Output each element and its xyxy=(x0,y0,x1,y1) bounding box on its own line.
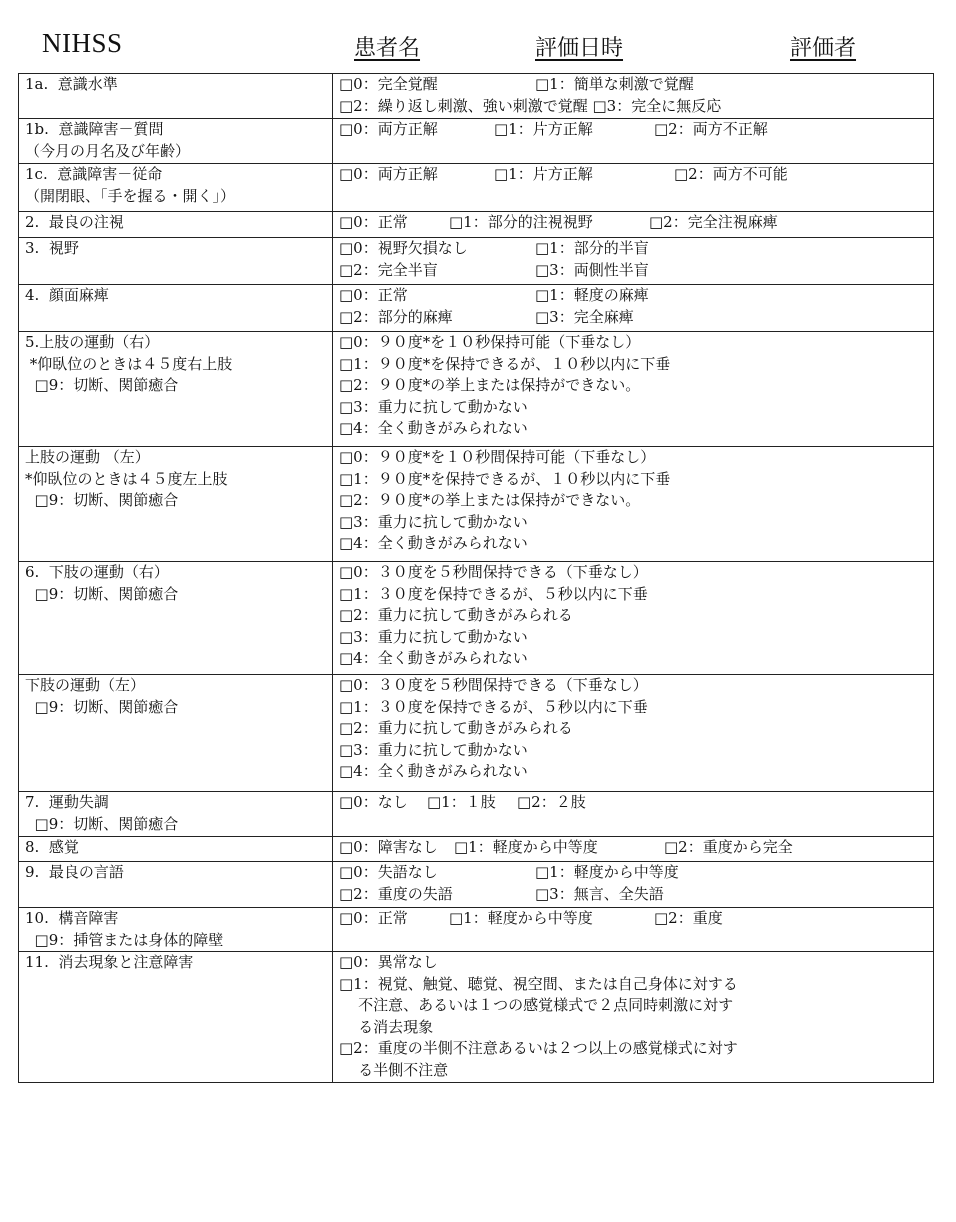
options-cell xyxy=(333,212,934,238)
score-option[interactable]: □4：全く動きがみられない xyxy=(339,649,528,667)
option-line xyxy=(339,605,933,627)
option-line xyxy=(339,285,933,307)
option-line xyxy=(339,761,933,783)
patient-name-field[interactable]: 患者名 xyxy=(354,36,421,61)
score-option[interactable]: □0：視野欠損なし xyxy=(339,239,468,257)
score-option[interactable]: □0：３０度を５秒間保持できる（下垂なし） xyxy=(339,563,648,581)
item-cell xyxy=(19,447,333,562)
option-line xyxy=(339,862,933,884)
option-line xyxy=(339,974,933,996)
option-line xyxy=(339,995,933,1017)
score-option: 不注意、あるいは１つの感覚様式で２点同時刺激に対す xyxy=(339,996,734,1014)
score-option[interactable]: □2：重度の失語 xyxy=(339,884,453,903)
options-cell xyxy=(333,908,934,952)
option-line xyxy=(339,952,933,974)
score-option: る半側不注意 xyxy=(339,1060,449,1079)
score-option[interactable]: □1：軽度から中等度 xyxy=(535,863,679,881)
option-line xyxy=(339,718,933,740)
option-line xyxy=(339,1060,933,1082)
score-option[interactable]: □1：部分的注視視野 xyxy=(449,213,593,231)
form-title: NIHSS xyxy=(42,28,123,58)
score-option[interactable]: □2：両方不可能 xyxy=(674,165,788,183)
option-line xyxy=(339,469,933,491)
options-cell xyxy=(333,164,934,212)
option-line xyxy=(339,418,933,440)
item-label: 8. 感覚 xyxy=(25,838,79,856)
score-option[interactable]: □4：全く動きがみられない xyxy=(339,534,528,552)
option-line xyxy=(339,447,933,469)
option-line xyxy=(339,238,933,260)
score-option[interactable]: □2：重力に抗して動きがみられる xyxy=(339,719,573,737)
option-line xyxy=(339,96,933,118)
form-row xyxy=(19,164,934,212)
option-line xyxy=(339,533,933,555)
option-line xyxy=(339,792,933,814)
item-label: □9：切断、関節癒合 xyxy=(25,491,179,509)
item-cell xyxy=(19,332,333,447)
option-line xyxy=(339,307,933,329)
item-label: （開閉眼、「手を握る・開く」） xyxy=(25,186,236,205)
option-line xyxy=(339,837,933,859)
score-option[interactable]: □0：障害なし xyxy=(339,838,438,856)
score-option[interactable]: □4：全く動きがみられない xyxy=(339,419,528,437)
option-line xyxy=(339,332,933,354)
score-option[interactable]: □2：繰り返し刺激、強い刺激で覚醒 □3：完全に無反応 xyxy=(339,96,722,115)
score-option[interactable]: □3：重力に抗して動かない xyxy=(339,627,528,646)
form-row xyxy=(19,212,934,238)
options-cell xyxy=(333,952,934,1083)
item-label: （今月の月名及び年齢） xyxy=(25,141,191,160)
option-line xyxy=(339,164,933,186)
score-option[interactable]: □2：完全半盲 xyxy=(339,260,438,279)
item-cell xyxy=(19,792,333,837)
option-line xyxy=(339,740,933,762)
options-cell xyxy=(333,285,934,332)
option-line xyxy=(339,627,933,649)
score-option[interactable]: □2：完全注視麻痺 xyxy=(649,213,778,231)
item-label: 4. 顔面麻痺 xyxy=(25,286,109,304)
item-label: 11. 消去現象と注意障害 xyxy=(25,953,194,971)
score-option[interactable]: □0：正常 xyxy=(339,286,408,304)
score-option[interactable]: □0：正常 xyxy=(339,213,408,231)
score-option[interactable]: □2：両方不正解 xyxy=(654,120,768,138)
score-option[interactable]: □2：重力に抗して動きがみられる xyxy=(339,606,573,624)
item-cell xyxy=(19,562,333,675)
option-line xyxy=(339,74,933,96)
score-option[interactable]: □2：重度 xyxy=(654,909,723,927)
score-option[interactable]: □1：片方正解 xyxy=(494,165,593,183)
option-line xyxy=(339,675,933,697)
form-row xyxy=(19,952,934,1083)
score-option[interactable]: □2：部分的麻痺 xyxy=(339,307,453,326)
option-line xyxy=(339,212,933,234)
score-option[interactable]: □2：９０度*の挙上または保持ができない。 xyxy=(339,376,641,394)
score-option[interactable]: □1：９０度*を保持できるが、１０秒以内に下垂 xyxy=(339,469,671,488)
score-option[interactable]: □2：重度から完全 xyxy=(664,838,793,856)
score-option[interactable]: □3：重力に抗して動かない xyxy=(339,740,528,759)
form-row xyxy=(19,562,934,675)
form-row xyxy=(19,837,934,862)
option-line xyxy=(339,512,933,534)
score-option[interactable]: □0：異常なし xyxy=(339,953,438,971)
item-label: 1c. 意識障害－従命 xyxy=(25,165,163,183)
form-row xyxy=(19,332,934,447)
score-option[interactable]: □3：無言、全失語 xyxy=(535,884,664,903)
item-label: 上肢の運動 （左） xyxy=(25,448,150,466)
score-option[interactable]: □0：正常 xyxy=(339,909,408,927)
form-row xyxy=(19,238,934,285)
score-option[interactable]: □1：軽度から中等度 xyxy=(454,838,598,856)
form-row xyxy=(19,74,934,119)
item-label: 6. 下肢の運動（右） xyxy=(25,563,169,581)
form-row xyxy=(19,862,934,908)
item-cell xyxy=(19,119,333,164)
item-label: 2. 最良の注視 xyxy=(25,213,124,231)
score-option[interactable]: □3：両側性半盲 xyxy=(535,260,649,279)
form-row xyxy=(19,908,934,952)
option-line xyxy=(339,490,933,512)
score-option[interactable]: □0：３０度を５秒間保持できる（下垂なし） xyxy=(339,676,648,694)
options-cell xyxy=(333,447,934,562)
item-label: 1a. 意識水準 xyxy=(25,75,118,93)
item-label: 10. 構音障害 xyxy=(25,909,119,927)
option-line xyxy=(339,119,933,141)
score-option[interactable]: □1：部分的半盲 xyxy=(535,239,649,257)
score-option[interactable]: □4：全く動きがみられない xyxy=(339,762,528,780)
option-line xyxy=(339,584,933,606)
score-option[interactable]: □3：重力に抗して動かない xyxy=(339,512,528,531)
item-label: □9：切断、関節癒合 xyxy=(25,584,179,603)
item-cell xyxy=(19,675,333,792)
option-line xyxy=(339,397,933,419)
option-line xyxy=(339,1017,933,1039)
score-option[interactable]: □1：視覚、触覚、聴覚、視空間、または自己身体に対する xyxy=(339,974,738,993)
item-cell xyxy=(19,74,333,119)
score-option[interactable]: □0：両方正解 xyxy=(339,120,438,138)
score-option[interactable]: □2：９０度*の挙上または保持ができない。 xyxy=(339,491,641,509)
options-cell xyxy=(333,332,934,447)
item-label: □9：挿管または身体的障壁 xyxy=(25,930,224,949)
score-option[interactable]: □3：完全麻痺 xyxy=(535,307,634,326)
score-option[interactable]: □1：軽度の麻痺 xyxy=(535,286,649,304)
form-row xyxy=(19,285,934,332)
nihss-table xyxy=(18,73,934,1083)
item-label: 下肢の運動（左） xyxy=(25,676,146,694)
options-cell xyxy=(333,792,934,837)
form-row xyxy=(19,119,934,164)
score-option[interactable]: □2：２肢 xyxy=(517,793,586,811)
form-row xyxy=(19,447,934,562)
score-option: る消去現象 xyxy=(339,1017,434,1036)
score-option[interactable]: □0：９０度*を１０秒保持可能（下垂なし） xyxy=(339,333,641,351)
option-line xyxy=(339,260,933,282)
form-header xyxy=(0,0,956,70)
option-line xyxy=(339,375,933,397)
score-option[interactable]: □1：３０度を保持できるが、５秒以内に下垂 xyxy=(339,584,648,603)
item-cell xyxy=(19,238,333,285)
options-cell xyxy=(333,862,934,908)
item-label: 1b. 意識障害－質問 xyxy=(25,120,164,138)
item-cell xyxy=(19,952,333,1083)
options-cell xyxy=(333,238,934,285)
item-label: □9：切断、関節癒合 xyxy=(25,814,179,833)
item-cell xyxy=(19,908,333,952)
option-line xyxy=(339,648,933,670)
score-option[interactable]: □1：９０度*を保持できるが、１０秒以内に下垂 xyxy=(339,354,671,373)
score-option[interactable]: □3：重力に抗して動かない xyxy=(339,397,528,416)
item-cell xyxy=(19,164,333,212)
evaluation-datetime-field[interactable]: 評価日時 xyxy=(535,36,624,61)
option-line xyxy=(339,562,933,584)
score-option[interactable]: □1：１肢 xyxy=(427,793,496,811)
option-line xyxy=(339,884,933,906)
score-option[interactable]: □1：片方正解 xyxy=(494,120,593,138)
item-label: 5.上肢の運動（右） xyxy=(25,333,160,351)
score-option[interactable]: □1：軽度から中等度 xyxy=(449,909,593,927)
item-label: □9：切断、関節癒合 xyxy=(25,697,179,716)
item-label: □9：切断、関節癒合 xyxy=(25,376,179,394)
options-cell xyxy=(333,119,934,164)
evaluator-field[interactable]: 評価者 xyxy=(790,36,857,61)
item-cell xyxy=(19,212,333,238)
options-cell xyxy=(333,675,934,792)
form-row xyxy=(19,792,934,837)
item-label: *仰臥位のときは４５度左上肢 xyxy=(25,469,228,488)
score-option[interactable]: □1：３０度を保持できるが、５秒以内に下垂 xyxy=(339,697,648,716)
item-cell xyxy=(19,862,333,908)
score-option[interactable]: □1：簡単な刺激で覚醒 xyxy=(535,75,694,93)
score-option[interactable]: □0：両方正解 xyxy=(339,165,438,183)
item-cell xyxy=(19,285,333,332)
option-line xyxy=(339,697,933,719)
item-cell xyxy=(19,837,333,862)
form-row xyxy=(19,675,934,792)
score-option[interactable]: □0：失語なし xyxy=(339,863,438,881)
score-option[interactable]: □0：９０度*を１０秒間保持可能（下垂なし） xyxy=(339,448,656,466)
options-cell xyxy=(333,74,934,119)
option-line xyxy=(339,1038,933,1060)
score-option[interactable]: □0：なし xyxy=(339,793,408,811)
score-option[interactable]: □0：完全覚醒 xyxy=(339,75,438,93)
item-label: 9. 最良の言語 xyxy=(25,863,124,881)
item-label: *仰臥位のときは４５度右上肢 xyxy=(25,354,233,373)
score-option[interactable]: □2：重度の半側不注意あるいは２つ以上の感覚様式に対す xyxy=(339,1039,738,1057)
item-label: 3. 視野 xyxy=(25,239,79,257)
options-cell xyxy=(333,562,934,675)
options-cell xyxy=(333,837,934,862)
item-label: 7. 運動失調 xyxy=(25,793,109,811)
option-line xyxy=(339,354,933,376)
option-line xyxy=(339,908,933,930)
